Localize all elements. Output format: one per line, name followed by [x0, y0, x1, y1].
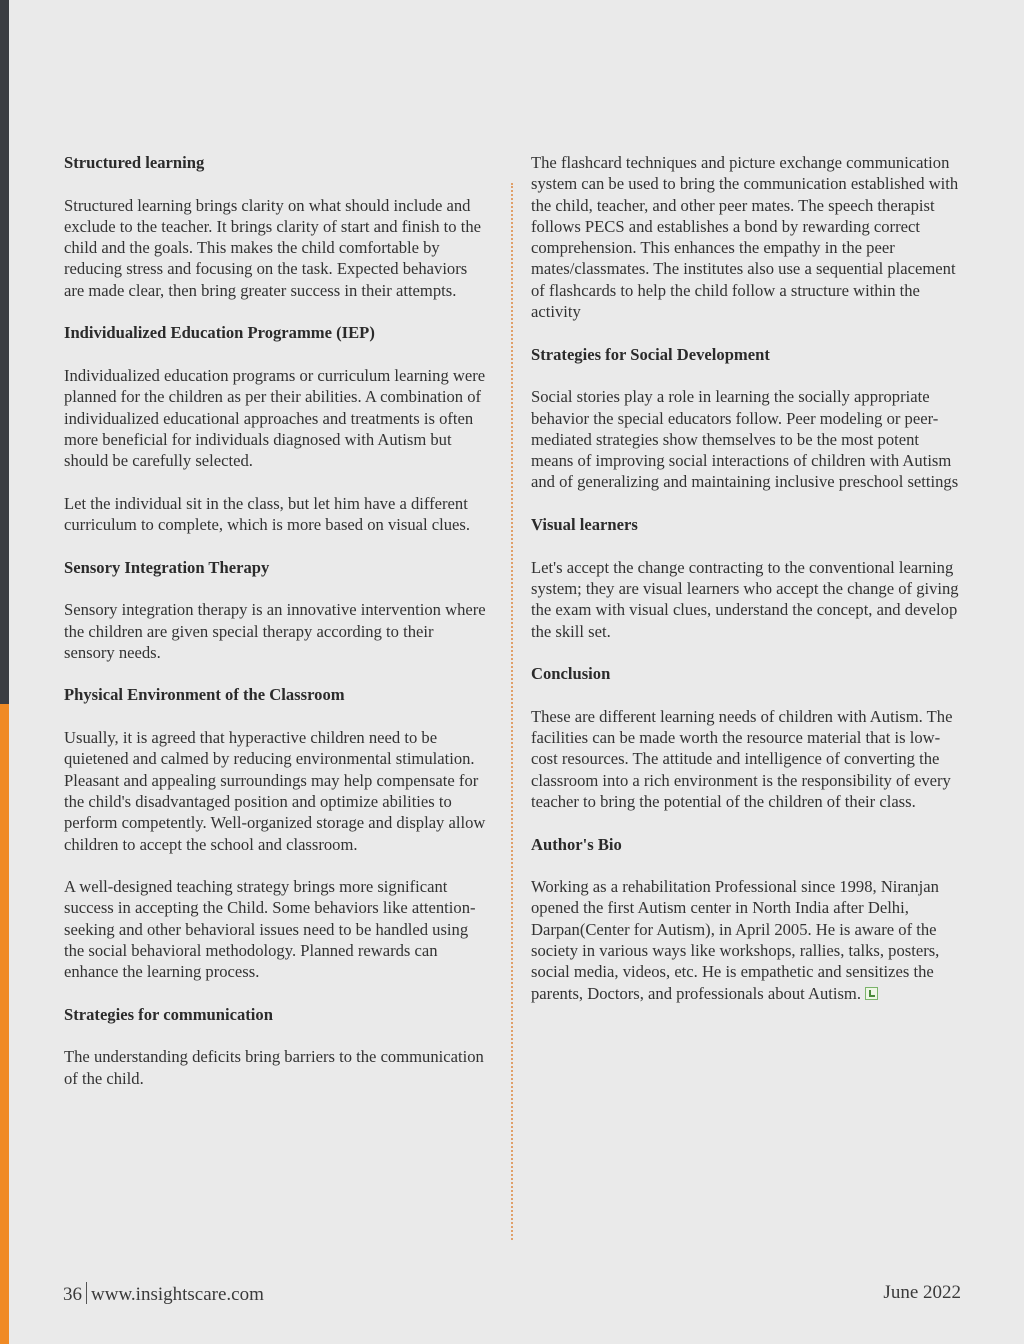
- footer-left: [63, 1282, 264, 1306]
- paragraph: Structured learning brings clarity on what should include and exclude to the teacher. It brings clarity of start and finish to the child and the goals. This makes the child comfortable by reducing stress and focusing on the task. Expected behaviors are made clear, then bring greater success in their attempts.: [64, 195, 482, 300]
- paragraph: Let the individual sit in the class, but let him have a different curriculum to complete, which is more based on visual clues.: [64, 493, 470, 535]
- website-link[interactable]: www.insightscare.com: [91, 1284, 264, 1305]
- paragraph: Individualized education programs or curriculum learning were planned for the children as per their abilities. A combination of individualized educational approaches and treatments is often more beneficial for individuals diagnosed with Autism but should be carefully selected.: [64, 365, 486, 471]
- page-number: 36: [63, 1284, 82, 1305]
- heading-communication: Strategies for communication: [64, 1004, 273, 1024]
- heading-social-development: Strategies for Social Development: [531, 344, 770, 364]
- paragraph: The understanding deficits bring barriers to the communication of the child.: [64, 1047, 484, 1088]
- author-bio-text: Working as a rehabilitation Professional since 1998, Niranjan opened the first Autism center in North India after Delhi, Darpan(Center for Autism), in April 2005. He is aware of the society in various ways like workshops, rallies, talks, posters, social media, videos, etc. He is empathetic and sensitizes the parents, Doctors, and professionals about Autism.: [531, 877, 940, 1003]
- left-column: [64, 152, 486, 1110]
- footer-date: June 2022: [883, 1282, 961, 1303]
- heading-visual-learners: Visual learners: [531, 515, 638, 535]
- paragraph: A well-designed teaching strategy brings more significant success in accepting the Child. Some behaviors like attention-seeking and other behavioral issues need to be handled using the social behavioral methodology. Planned rewards can enhance the learning process.: [64, 877, 476, 982]
- author-bio-paragraph: [531, 876, 963, 1004]
- edge-bar-accent: [0, 704, 9, 1344]
- edge-bar-dark: [0, 0, 9, 704]
- paragraph: Let's accept the change contracting to the conventional learning system; they are visual learners who accept the change of giving the exam with visual clues, understand the concept, and develop the skill set.: [531, 557, 959, 641]
- heading-physical-environment: Physical Environment of the Classroom: [64, 685, 345, 705]
- column-divider: [511, 183, 513, 1240]
- right-column: [531, 152, 963, 1025]
- heading-structured-learning: Structured learning: [64, 153, 205, 172]
- heading-iep: Individualized Education Programme (IEP): [64, 323, 375, 343]
- heading-authors-bio: Author's Bio: [531, 834, 622, 854]
- footer-separator: [86, 1282, 87, 1304]
- logo-end-icon: [865, 987, 878, 1000]
- heading-conclusion: Conclusion: [531, 664, 611, 684]
- paragraph: These are different learning needs of children with Autism. The facilities can be made worth the resource material that is low-cost resources. The attitude and intelligence of converting the classroom into a rich environment is the responsibility of every teacher to bring the potential of the children of their class.: [531, 706, 953, 811]
- paragraph: Social stories play a role in learning the socially appropriate behavior the special educators follow. Peer modeling or peer-mediated strategies show themselves to be the most potent means of improving social interactions of children with Autism and of generalizing and maintaining inclusive preschool settings: [531, 387, 959, 492]
- paragraph: Sensory integration therapy is an innovative intervention where the children are given special therapy according to their sensory needs.: [64, 600, 486, 662]
- heading-sensory-integration: Sensory Integration Therapy: [64, 557, 270, 577]
- paragraph: Usually, it is agreed that hyperactive children need to be quietened and calmed by reducing environmental stimulation. Pleasant and appealing surroundings may help compensate for the child's disadvantaged position and optimize abilities to perform competently. Well-organized storage and display allow children to accept the school and classroom.: [64, 728, 486, 854]
- paragraph: The flashcard techniques and picture exchange communication system can be used to bring the communication established with the child, teacher, and other peer mates. The speech therapist follows PECS and establishes a bond by rewarding correct comprehension. This enhances the empathy in the peer mates/classmates. The institutes also use a sequential placement of flashcards to help the child follow a structure within the activity: [531, 153, 959, 322]
